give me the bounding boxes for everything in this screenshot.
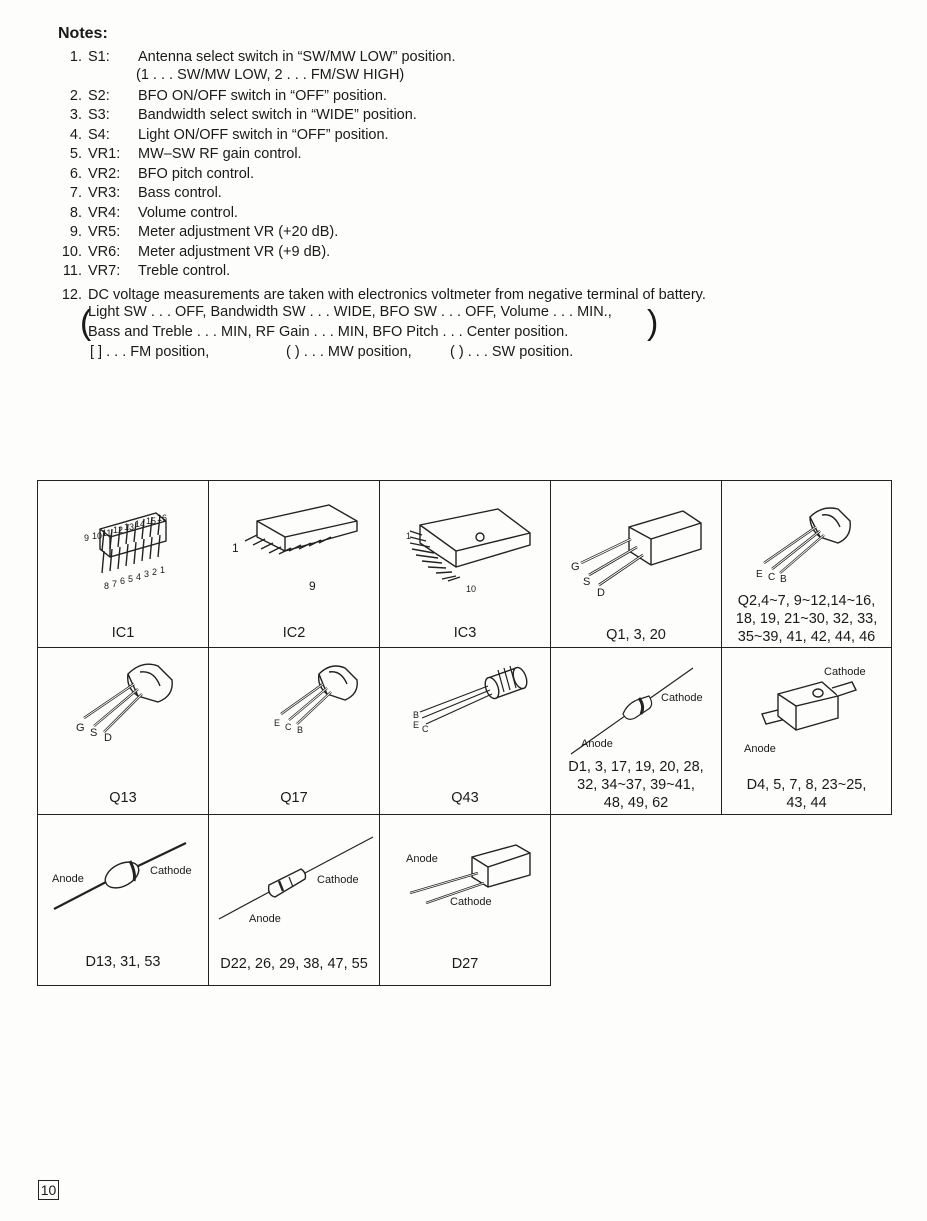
ic1-pin-label: 4	[136, 572, 142, 582]
close-paren: )	[647, 304, 659, 342]
component-caption: D22, 26, 29, 38, 47, 55	[220, 956, 368, 972]
page-number: 10	[38, 1180, 59, 1200]
note-item: 1. S1: Antenna select switch in “SW/MW LOW” position.	[69, 49, 456, 65]
anode-label: Anode	[249, 913, 281, 925]
pin-label-e: E	[756, 569, 763, 580]
note-item: 9. VR5: Meter adjustment VR (+20 dB).	[69, 224, 339, 240]
note-item: 3. S3: Bandwidth select switch in “WIDE” position.	[69, 107, 417, 123]
ic1-pin-label: 13	[124, 522, 135, 532]
component-caption-line: D4, 5, 7, 8, 23~25,	[746, 777, 867, 793]
ic1-dip-package-icon	[38, 481, 208, 647]
ic1-pin-label: 9	[84, 533, 90, 543]
note-item: 5. VR1: MW–SW RF gain control.	[69, 146, 302, 162]
pin-label-d: D	[597, 587, 605, 599]
ic1-pin-label: 10	[92, 531, 103, 541]
ic1-pin-label: 7	[112, 579, 118, 589]
cell-d22	[208, 814, 380, 986]
cell-ic3	[379, 480, 551, 648]
note-item: 11. VR7: Treble control.	[62, 263, 231, 279]
component-caption: Q17	[280, 790, 308, 806]
ic1-pin-label: 8	[104, 581, 110, 591]
pin-label-b: B	[780, 574, 787, 585]
cathode-label: Cathode	[317, 874, 359, 886]
ic2-pin-last: 9	[309, 579, 316, 593]
cell-q17	[208, 647, 380, 815]
cell-d1	[550, 647, 722, 815]
condition-line-2: Bass and Treble . . . MIN, RF Gain . . . MIN, BFO Pitch . . . Center position.	[88, 324, 569, 340]
component-caption-line: D1, 3, 17, 19, 20, 28,	[568, 759, 704, 775]
cathode-label: Cathode	[661, 692, 703, 704]
cell-q43	[379, 647, 551, 815]
component-caption: D13, 31, 53	[85, 954, 161, 970]
component-caption-line: 18, 19, 21~30, 32, 33,	[735, 611, 878, 627]
component-caption: Q43	[451, 790, 479, 806]
ic1-pin-label: 6	[120, 576, 126, 586]
cell-ic1	[37, 480, 209, 648]
ic1-pin-label: 14	[135, 519, 146, 529]
cell-q1	[550, 480, 722, 648]
anode-label: Anode	[52, 873, 84, 885]
cell-d13	[37, 814, 209, 986]
component-caption: IC1	[111, 625, 135, 641]
ic3-package-icon	[380, 481, 550, 647]
ic1-pin-label: 15	[146, 516, 157, 526]
ic1-pin-label: 5	[128, 574, 134, 584]
ic1-pin-label: 1	[160, 565, 166, 575]
note-item: 2. S2: BFO ON/OFF switch in “OFF” position.	[69, 88, 387, 104]
pin-label-d: D	[104, 732, 112, 744]
component-caption-line: 35~39, 41, 42, 44, 46	[737, 629, 876, 645]
pin-label-e: E	[413, 720, 420, 730]
cell-ic2	[208, 480, 380, 648]
note-item: 4. S4: Light ON/OFF switch in “OFF” position.	[69, 127, 389, 143]
note-item: 6. VR2: BFO pitch control.	[69, 166, 255, 182]
pin-label-b: B	[297, 725, 304, 735]
condition-line-1: Light SW . . . OFF, Bandwidth SW . . . WIDE, BFO SW . . . OFF, Volume . . . MIN.,	[88, 304, 612, 320]
pin-label-b: B	[413, 710, 420, 720]
ic1-pin-label: 2	[152, 567, 158, 577]
ic2-sip-package-icon	[209, 481, 379, 647]
cell-d4	[721, 647, 892, 815]
cell-q13	[37, 647, 209, 815]
pin-label-g: G	[571, 561, 580, 573]
pin-label-s: S	[90, 727, 98, 739]
note-item: 10. VR6: Meter adjustment VR (+9 dB).	[61, 244, 331, 260]
component-caption-line: 32, 34~37, 39~41,	[577, 777, 695, 793]
pin-label-e: E	[274, 718, 281, 728]
ic1-pin-label: 3	[144, 569, 150, 579]
cathode-label: Cathode	[824, 666, 866, 678]
anode-label: Anode	[744, 743, 776, 755]
ic3-pin-last: 10	[466, 584, 477, 594]
pin-label-c: C	[768, 572, 776, 583]
position-legend	[90, 344, 573, 360]
pin-label-c: C	[422, 724, 429, 734]
note-item: 8. VR4: Volume control.	[69, 205, 238, 221]
note-item: 12. DC voltage measurements are taken with electronics voltmeter from negative terminal of battery.	[61, 287, 706, 303]
pin-label-g: G	[76, 722, 85, 734]
cell-d27	[379, 814, 551, 986]
pin-label-s: S	[583, 576, 591, 588]
cell-q2	[721, 480, 892, 648]
component-caption-line: 48, 49, 62	[603, 795, 669, 811]
ic1-pin-label: 11	[102, 528, 112, 538]
anode-label: Anode	[581, 738, 613, 750]
open-paren: (	[80, 304, 92, 342]
component-caption-line: 43, 44	[786, 795, 827, 811]
component-caption-line: Q2,4~7, 9~12,14~16,	[737, 593, 876, 609]
component-caption: IC2	[282, 625, 306, 641]
note-s1-detail: (1 . . . SW/MW LOW, 2 . . . FM/SW HIGH)	[136, 67, 405, 83]
component-caption: D27	[451, 956, 479, 972]
anode-label: Anode	[406, 853, 438, 865]
notes-title: Notes:	[58, 25, 108, 42]
pin-label-c: C	[285, 722, 292, 732]
mw-position: ( ) . . . MW position,	[286, 344, 412, 360]
ic3-pin-first: 1	[406, 531, 412, 541]
ic1-pin-label: 16	[157, 513, 168, 523]
sw-position: ( ) . . . SW position.	[450, 344, 574, 360]
component-caption: Q1, 3, 20	[606, 627, 666, 643]
component-caption: Q13	[109, 790, 137, 806]
ic2-pin-first: 1	[232, 541, 239, 555]
fm-position: [ ] . . . FM position,	[90, 344, 210, 360]
note-item: 7. VR3: Bass control.	[69, 185, 222, 201]
ic1-pin-label: 12	[113, 525, 124, 535]
component-caption: IC3	[453, 625, 477, 641]
cathode-label: Cathode	[150, 865, 192, 877]
cathode-label: Cathode	[450, 896, 492, 908]
